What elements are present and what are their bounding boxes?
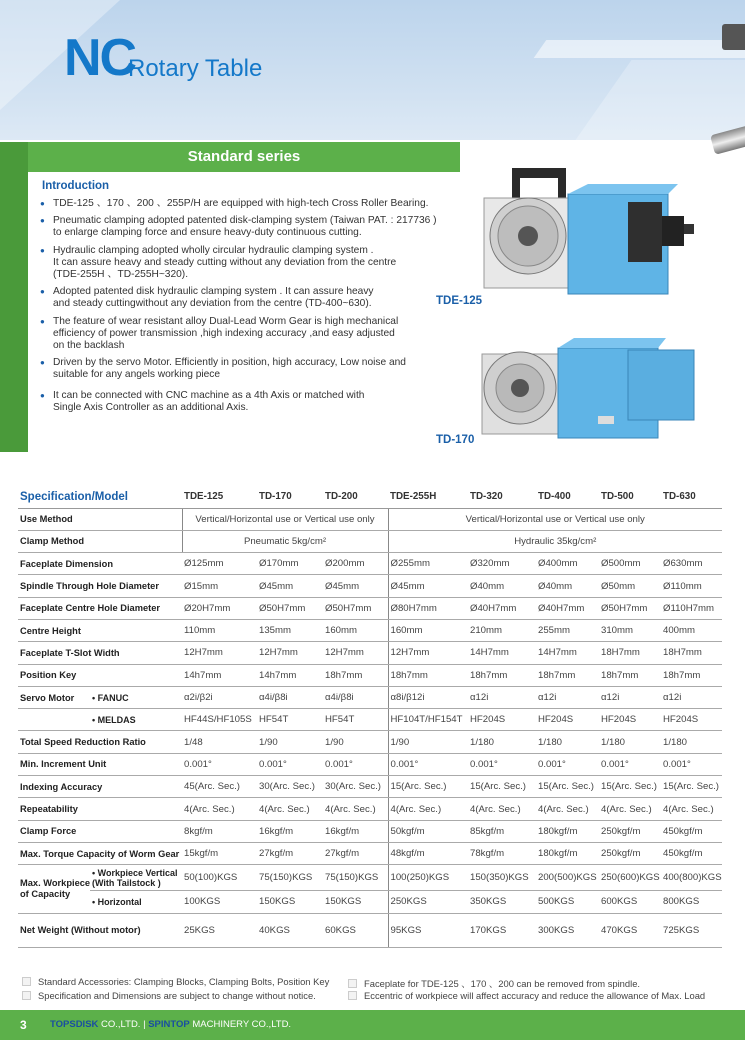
spec-cell: 0.001°: [599, 753, 661, 775]
note-item: [22, 990, 316, 1001]
table-row: [18, 575, 722, 597]
spec-cell: α8i/β12i: [388, 686, 468, 708]
spec-cell: Ø45mm: [323, 575, 388, 597]
table-row: [18, 597, 722, 619]
row-label: Centre Height: [18, 619, 182, 641]
spec-cell: Ø500mm: [599, 553, 661, 575]
table-row: [18, 642, 722, 664]
spec-cell: 27kgf/m: [257, 842, 323, 864]
page-footer: [0, 1010, 745, 1040]
spec-cell: 250(600)KGS: [599, 865, 661, 891]
note-item: [348, 990, 705, 1001]
spec-cell: 100KGS: [182, 891, 257, 913]
spec-cell: Ø50H7mm: [323, 597, 388, 619]
spec-cell: Ø45mm: [257, 575, 323, 597]
spec-cell: 14h7mm: [182, 664, 257, 686]
spec-cell: 1/180: [661, 731, 722, 753]
intro-bullet: [40, 245, 440, 282]
spec-cell: Hydraulic 35kg/cm²: [388, 530, 722, 552]
row-label-empty: [18, 709, 90, 731]
spec-cell: Ø110H7mm: [661, 597, 722, 619]
spec-title: Specification/Model: [18, 486, 182, 508]
spec-cell: Ø320mm: [468, 553, 536, 575]
spec-cell: 400(800)KGS: [661, 865, 722, 891]
spec-cell: 1/180: [468, 731, 536, 753]
spec-cell: α12i: [536, 686, 599, 708]
spec-cell: Vertical/Horizontal use or Vertical use only: [182, 508, 388, 530]
table-row: [18, 913, 722, 947]
spec-cell: 45(Arc. Sec.): [182, 776, 257, 798]
spec-cell: α4i/β8i: [323, 686, 388, 708]
spec-cell: 30(Arc. Sec.): [257, 776, 323, 798]
workpiece-vertical-label: • Workpiece Vertical: [92, 867, 178, 878]
spec-cell: Ø400mm: [536, 553, 599, 575]
spec-cell: 350KGS: [468, 891, 536, 913]
spec-cell: Ø15mm: [182, 575, 257, 597]
intro-bullet: [40, 198, 440, 210]
spec-cell: Ø200mm: [323, 553, 388, 575]
table-row: [18, 891, 722, 913]
company-spintop: SPINTOP: [148, 1019, 190, 1030]
spec-cell: 1/48: [182, 731, 257, 753]
row-sublabel: [90, 865, 182, 891]
table-row: [18, 619, 722, 641]
spec-cell: 15(Arc. Sec.): [468, 776, 536, 798]
spec-cell: 135mm: [257, 619, 323, 641]
workpiece-vertical-label: (With Tailstock ): [92, 877, 161, 888]
spec-cell: 4(Arc. Sec.): [599, 798, 661, 820]
spec-cell: Vertical/Horizontal use or Vertical use only: [388, 508, 722, 530]
table-row: [18, 753, 722, 775]
spec-cell: 15(Arc. Sec.): [599, 776, 661, 798]
spec-cell: 18H7mm: [661, 642, 722, 664]
spec-cell: Ø20H7mm: [182, 597, 257, 619]
spec-cell: 12H7mm: [323, 642, 388, 664]
spec-cell: HF204S: [661, 709, 722, 731]
spec-cell: 18h7mm: [323, 664, 388, 686]
row-label: Repeatability: [18, 798, 182, 820]
spec-cell: 250kgf/m: [599, 842, 661, 864]
spec-cell: 60KGS: [323, 913, 388, 947]
bullet-line: ● The feature of wear resistant alloy Dual-Lead Worm Gear is high mechanical: [53, 315, 399, 327]
spec-cell: 50kgf/m: [388, 820, 468, 842]
section-header: Standard series: [28, 142, 460, 172]
spec-cell: Ø45mm: [388, 575, 468, 597]
company-suffix: CO.,LTD. |: [98, 1019, 149, 1030]
spec-cell: 75(150)KGS: [323, 865, 388, 891]
spec-cell: HF204S: [599, 709, 661, 731]
spec-cell: 180kgf/m: [536, 842, 599, 864]
spec-cell: Ø40mm: [536, 575, 599, 597]
intro-bullet: [40, 286, 440, 310]
intro-bullet: [40, 357, 440, 381]
row-label: Servo Motor: [18, 686, 90, 708]
spec-cell: 150KGS: [323, 891, 388, 913]
spec-cell: Ø40H7mm: [536, 597, 599, 619]
intro-bullet: [40, 316, 440, 353]
spec-cell: 170KGS: [468, 913, 536, 947]
row-label: Indexing Accuracy: [18, 776, 182, 798]
spec-cell: 255mm: [536, 619, 599, 641]
spec-cell: 15kgf/m: [182, 842, 257, 864]
spec-cell: 1/90: [388, 731, 468, 753]
spec-cell: Ø50mm: [599, 575, 661, 597]
spec-cell: 4(Arc. Sec.): [323, 798, 388, 820]
spec-cell: 0.001°: [182, 753, 257, 775]
spec-cell: 725KGS: [661, 913, 722, 947]
spec-cell: 160mm: [388, 619, 468, 641]
td-170-machine-image: [478, 334, 700, 444]
image-label-td-170: TD-170: [436, 434, 475, 446]
spec-cell: 15(Arc. Sec.): [536, 776, 599, 798]
table-row: [18, 709, 722, 731]
spec-cell: 14H7mm: [536, 642, 599, 664]
model-header: TD-200: [323, 486, 388, 508]
spec-cell: 400mm: [661, 619, 722, 641]
bullet-line: and steady cuttingwithout any deviation from the centre (TD-400~630).: [53, 298, 372, 310]
table-row: [18, 508, 722, 530]
spec-cell: 8kgf/m: [182, 820, 257, 842]
spec-cell: HF54T: [257, 709, 323, 731]
workpiece-label: of Capacity: [20, 888, 71, 899]
spec-table-wrapper: [18, 486, 722, 948]
spec-cell: HF104T/HF154T: [388, 709, 468, 731]
spec-cell: Ø110mm: [661, 575, 722, 597]
table-row: [18, 686, 722, 708]
spec-cell: Ø170mm: [257, 553, 323, 575]
spec-cell: HF204S: [536, 709, 599, 731]
intro-title: Introduction: [42, 180, 110, 192]
spec-cell: 0.001°: [388, 753, 468, 775]
company-names: [50, 1019, 291, 1030]
spec-cell: HF44S/HF105S: [182, 709, 257, 731]
bullet-line: suitable for any angels working piece: [53, 369, 221, 381]
spec-cell: 600KGS: [599, 891, 661, 913]
company-suffix: MACHINERY CO.,LTD.: [189, 1019, 292, 1030]
spec-cell: 14h7mm: [257, 664, 323, 686]
spec-cell: Ø40mm: [468, 575, 536, 597]
bullet-line: efficiency of power transmission ,high indexing accuracy ,and easy adjusted: [53, 327, 395, 339]
note-box-icon: [22, 991, 31, 1000]
model-header: TD-630: [661, 486, 722, 508]
spec-cell: 1/180: [536, 731, 599, 753]
image-label-tde-125: TDE-125: [436, 295, 483, 307]
spec-cell: Ø630mm: [661, 553, 722, 575]
spec-cell: 48kgf/m: [388, 842, 468, 864]
model-header: TD-500: [599, 486, 661, 508]
spec-cell: 110mm: [182, 619, 257, 641]
spec-header-row: [18, 486, 722, 508]
row-sublabel: • Horizontal: [90, 891, 182, 913]
spec-cell: 18h7mm: [468, 664, 536, 686]
intro-bullet: [40, 390, 440, 414]
spec-cell: 78kgf/m: [468, 842, 536, 864]
spec-cell: Ø40H7mm: [468, 597, 536, 619]
spec-cell: 450kgf/m: [661, 820, 722, 842]
model-header: TDE-255H: [388, 486, 468, 508]
spec-cell: 0.001°: [468, 753, 536, 775]
bullet-line: It can assure heavy and steady cutting without any deviation from the centre: [53, 256, 397, 268]
row-label: Total Speed Reduction Ratio: [18, 731, 182, 753]
spec-cell: 4(Arc. Sec.): [388, 798, 468, 820]
bullet-line: on the backlash: [53, 340, 125, 352]
spec-cell: Ø125mm: [182, 553, 257, 575]
table-row: [18, 776, 722, 798]
row-sublabel: • FANUC: [90, 686, 182, 708]
spec-cell: 18h7mm: [661, 664, 722, 686]
note-text: Eccentric of workpiece will affect accuracy and reduce the allowance of Max. Load: [364, 990, 706, 1001]
spec-cell: 12H7mm: [257, 642, 323, 664]
note-text: Specification and Dimensions are subject to change without notice.: [38, 990, 316, 1001]
spec-cell: 18h7mm: [536, 664, 599, 686]
table-row: [18, 664, 722, 686]
page-header: [0, 0, 745, 140]
spec-cell: 180kgf/m: [536, 820, 599, 842]
spec-cell: 150(350)KGS: [468, 865, 536, 891]
note-item: [22, 976, 329, 987]
spec-cell: 12H7mm: [182, 642, 257, 664]
header-stripe: [534, 40, 745, 58]
spec-cell: 470KGS: [599, 913, 661, 947]
spec-cell: HF54T: [323, 709, 388, 731]
spec-cell: 50(100)KGS: [182, 865, 257, 891]
spec-cell: α12i: [599, 686, 661, 708]
spec-cell: 30(Arc. Sec.): [323, 776, 388, 798]
company-topsdisk: TOPSDISK: [50, 1019, 99, 1030]
spec-cell: 4(Arc. Sec.): [182, 798, 257, 820]
spec-cell: 250kgf/m: [599, 820, 661, 842]
model-header: TDE-125: [182, 486, 257, 508]
spec-cell: 210mm: [468, 619, 536, 641]
row-label: Faceplate T-Slot Width: [18, 642, 182, 664]
row-label: Faceplate Centre Hole Diameter: [18, 597, 182, 619]
note-box-icon: [22, 977, 31, 986]
row-label: [18, 865, 90, 913]
row-label: Max. Torque Capacity of Worm Gear: [18, 842, 182, 864]
note-box-icon: [348, 991, 357, 1000]
spec-cell: 15(Arc. Sec.): [388, 776, 468, 798]
spec-cell: 500KGS: [536, 891, 599, 913]
bullet-line: ● Adopted patented disk hydraulic clamping system . It can assure heavy: [53, 286, 374, 298]
spec-cell: 800KGS: [661, 891, 722, 913]
model-header: TD-170: [257, 486, 323, 508]
note-item: [348, 976, 640, 990]
spec-cell: 16kgf/m: [323, 820, 388, 842]
model-header: TD-320: [468, 486, 536, 508]
spec-cell: 12H7mm: [388, 642, 468, 664]
page-number: 3: [20, 1018, 27, 1032]
spec-cell: 0.001°: [323, 753, 388, 775]
row-label: Use Method: [18, 508, 182, 530]
spec-cell: 15(Arc. Sec.): [661, 776, 722, 798]
table-row: [18, 842, 722, 864]
spec-cell: 14H7mm: [468, 642, 536, 664]
spec-cell: 300KGS: [536, 913, 599, 947]
spec-cell: 450kgf/m: [661, 842, 722, 864]
bullet-line: (TDE-255H 、TD-255H~320).: [53, 269, 189, 281]
title-rotary-table: Rotary Table: [128, 55, 263, 82]
note-text: Faceplate for TDE-125 、170 、200 can be removed from spindle.: [364, 978, 641, 989]
spec-cell: 200(500)KGS: [536, 865, 599, 891]
table-row: [18, 553, 722, 575]
spec-cell: α12i: [468, 686, 536, 708]
header-stripe: [568, 60, 745, 140]
row-label: Position Key: [18, 664, 182, 686]
table-row: [18, 865, 722, 891]
note-text: Standard Accessories: Clamping Blocks, Clamping Bolts, Position Key: [38, 976, 330, 987]
spec-cell: 150KGS: [257, 891, 323, 913]
spec-cell: Ø50H7mm: [257, 597, 323, 619]
bullet-line: ● It can be connected with CNC machine as a 4th Axis or matched with: [53, 389, 365, 401]
row-sublabel: • MELDAS: [90, 709, 182, 731]
left-accent-bar: [0, 142, 28, 452]
spec-cell: 18h7mm: [388, 664, 468, 686]
spec-cell: 27kgf/m: [323, 842, 388, 864]
spec-cell: 160mm: [323, 619, 388, 641]
spec-cell: 25KGS: [182, 913, 257, 947]
spec-cell: 4(Arc. Sec.): [257, 798, 323, 820]
table-row: [18, 731, 722, 753]
spec-table: [18, 486, 722, 948]
spec-cell: 1/90: [323, 731, 388, 753]
spec-cell: 0.001°: [536, 753, 599, 775]
spec-cell: 18h7mm: [599, 664, 661, 686]
bullet-line: ● TDE-125 、170 、200 、255P/H are equipped with high-tech Cross Roller Bearing.: [53, 198, 429, 209]
spec-cell: Ø255mm: [388, 553, 468, 575]
intro-bullet: [40, 215, 440, 239]
workpiece-label: Max. Workpiece: [20, 877, 90, 888]
spec-cell: 18H7mm: [599, 642, 661, 664]
table-row: [18, 530, 722, 552]
note-box-icon: [348, 979, 357, 988]
row-label: Clamp Force: [18, 820, 182, 842]
spec-cell: 85kgf/m: [468, 820, 536, 842]
spec-cell: Ø50H7mm: [599, 597, 661, 619]
model-header: TD-400: [536, 486, 599, 508]
title-nc: NC: [64, 29, 136, 87]
bullet-line: to enlarge clamping force and ensure heavy-duty continuous cutting.: [53, 227, 362, 239]
spec-cell: 1/180: [599, 731, 661, 753]
bullet-line: Single Axis Controller as an additional Axis.: [53, 401, 249, 413]
header-part-image: [722, 24, 745, 50]
bullet-line: ● Driven by the servo Motor. Efficiently in position, high accuracy, Low noise and: [53, 357, 406, 369]
row-label: Net Weight (Without motor): [18, 913, 182, 947]
spec-cell: α4i/β8i: [257, 686, 323, 708]
spec-cell: 75(150)KGS: [257, 865, 323, 891]
spec-cell: 0.001°: [257, 753, 323, 775]
spec-cell: 250KGS: [388, 891, 468, 913]
spec-cell: 95KGS: [388, 913, 468, 947]
row-label: Spindle Through Hole Diameter: [18, 575, 182, 597]
bullet-line: ● Hydraulic clamping adopted wholly circular hydraulic clamping system .: [53, 244, 374, 256]
row-label: Faceplate Dimension: [18, 553, 182, 575]
bullet-line: ● Pneumatic clamping adopted patented disk-clamping system (Taiwan PAT. : 217736 ): [53, 215, 437, 227]
row-label: Min. Increment Unit: [18, 753, 182, 775]
spec-cell: Pneumatic 5kg/cm²: [182, 530, 388, 552]
spec-body: [18, 508, 722, 947]
spec-cell: 0.001°: [661, 753, 722, 775]
spec-cell: 40KGS: [257, 913, 323, 947]
spec-cell: α12i: [661, 686, 722, 708]
spec-cell: 1/90: [257, 731, 323, 753]
spec-cell: 100(250)KGS: [388, 865, 468, 891]
spec-cell: 4(Arc. Sec.): [468, 798, 536, 820]
spec-cell: 310mm: [599, 619, 661, 641]
spec-cell: Ø80H7mm: [388, 597, 468, 619]
spec-cell: 16kgf/m: [257, 820, 323, 842]
spec-cell: HF204S: [468, 709, 536, 731]
intro-bullet-list: [40, 198, 440, 414]
spec-cell: 4(Arc. Sec.): [536, 798, 599, 820]
spec-cell: 4(Arc. Sec.): [661, 798, 722, 820]
table-row: [18, 820, 722, 842]
row-label: Clamp Method: [18, 530, 182, 552]
tde-125-machine-image: [478, 164, 700, 298]
table-row: [18, 798, 722, 820]
spec-cell: α2i/β2i: [182, 686, 257, 708]
